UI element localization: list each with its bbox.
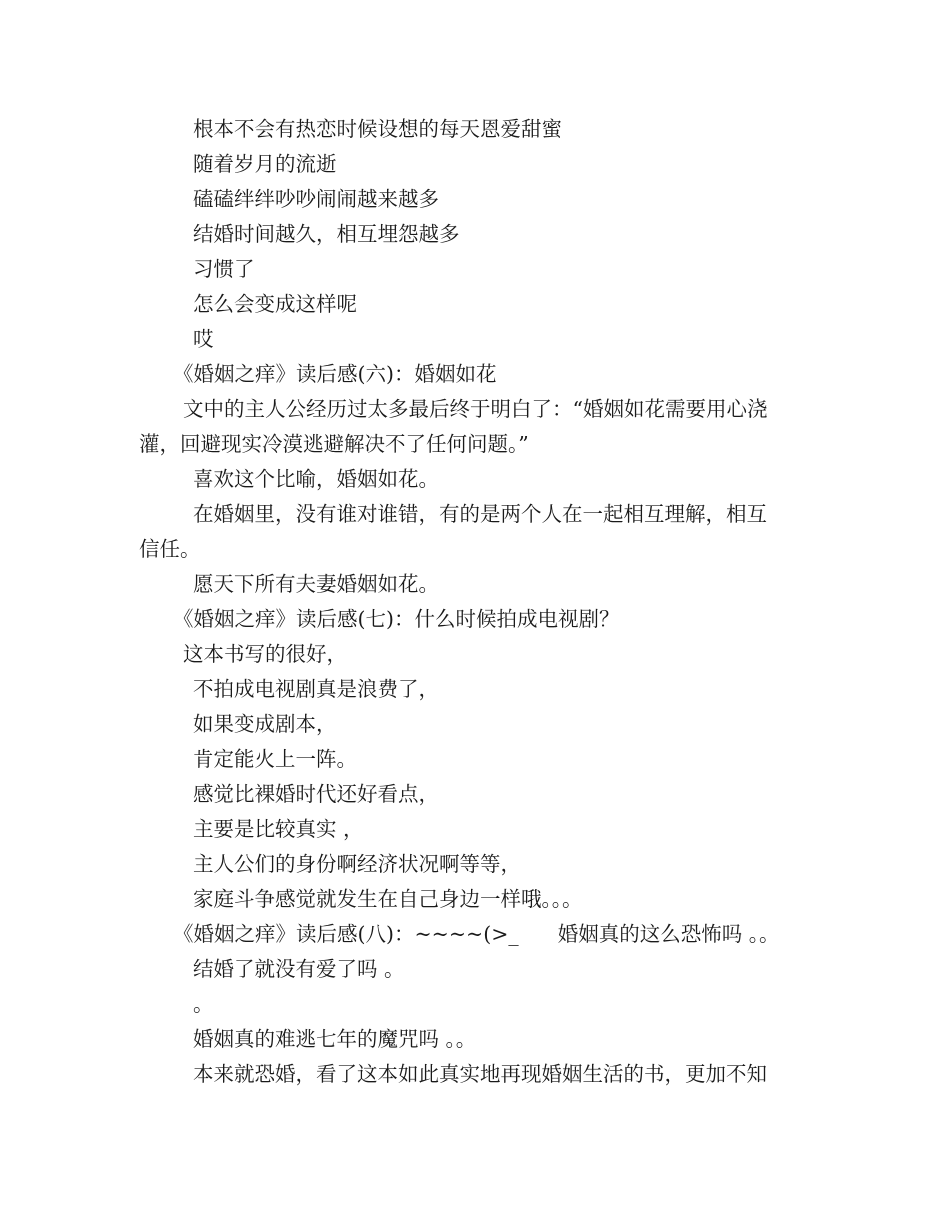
- text-line: 信任。: [139, 537, 201, 561]
- text-line: 结婚时间越久，相互埋怨越多: [193, 222, 460, 246]
- text-line: 。: [193, 992, 214, 1016]
- text-line: 喜欢这个比喻，婚姻如花。: [193, 467, 439, 491]
- text-line: 随着岁月的流逝: [193, 152, 337, 176]
- section-heading: 《婚姻之痒》读后感(六)：婚姻如花: [173, 362, 497, 386]
- text-line: 愿天下所有夫妻婚姻如花。: [193, 572, 439, 596]
- text-line: 主人公们的身份啊经济状况啊等等，: [193, 852, 521, 876]
- text-line: 主要是比较真实 ，: [193, 817, 364, 841]
- body-text: [139, 112, 829, 1092]
- text-line: 家庭斗争感觉就发生在自己身边一样哦。。。: [193, 887, 583, 911]
- text-line: 感觉比裸婚时代还好看点，: [193, 782, 439, 806]
- text-line: 婚姻真的难逃七年的魔咒吗 。。: [193, 1027, 477, 1051]
- text-line: 本来就恐婚，看了这本如此真实地再现婚姻生活的书，更加不知: [193, 1062, 767, 1086]
- text-line: 根本不会有热恋时候设想的每天恩爱甜蜜: [193, 117, 562, 141]
- text-line: 这本书写的很好，: [183, 642, 347, 666]
- text-line: 怎么会变成这样呢: [193, 292, 357, 316]
- text-line: 肯定能火上一阵。: [193, 747, 357, 771]
- text-line: 磕磕绊绊吵吵闹闹越来越多: [193, 187, 439, 211]
- text-line: 灌，回避现实冷漠逃避解决不了任何问题。”: [139, 432, 529, 456]
- text-line: 哎: [193, 327, 214, 351]
- text-line: 不拍成电视剧真是浪费了，: [193, 677, 439, 701]
- text-line: 结婚了就没有爱了吗 。: [193, 957, 405, 981]
- text-line: 如果变成剧本，: [193, 712, 337, 736]
- text-line: 习惯了: [193, 257, 255, 281]
- text-line: 在婚姻里，没有谁对谁错，有的是两个人在一起相互理解，相互: [193, 502, 767, 526]
- section-heading: 《婚姻之痒》读后感(八)：~~~~(>_ 婚姻真的这么恐怖吗 。。: [173, 922, 780, 946]
- text-line: 文中的主人公经历过太多最后终于明白了：“婚姻如花需要用心浇: [183, 397, 768, 421]
- section-heading: 《婚姻之痒》读后感(七)：什么时候拍成电视剧？: [173, 607, 620, 631]
